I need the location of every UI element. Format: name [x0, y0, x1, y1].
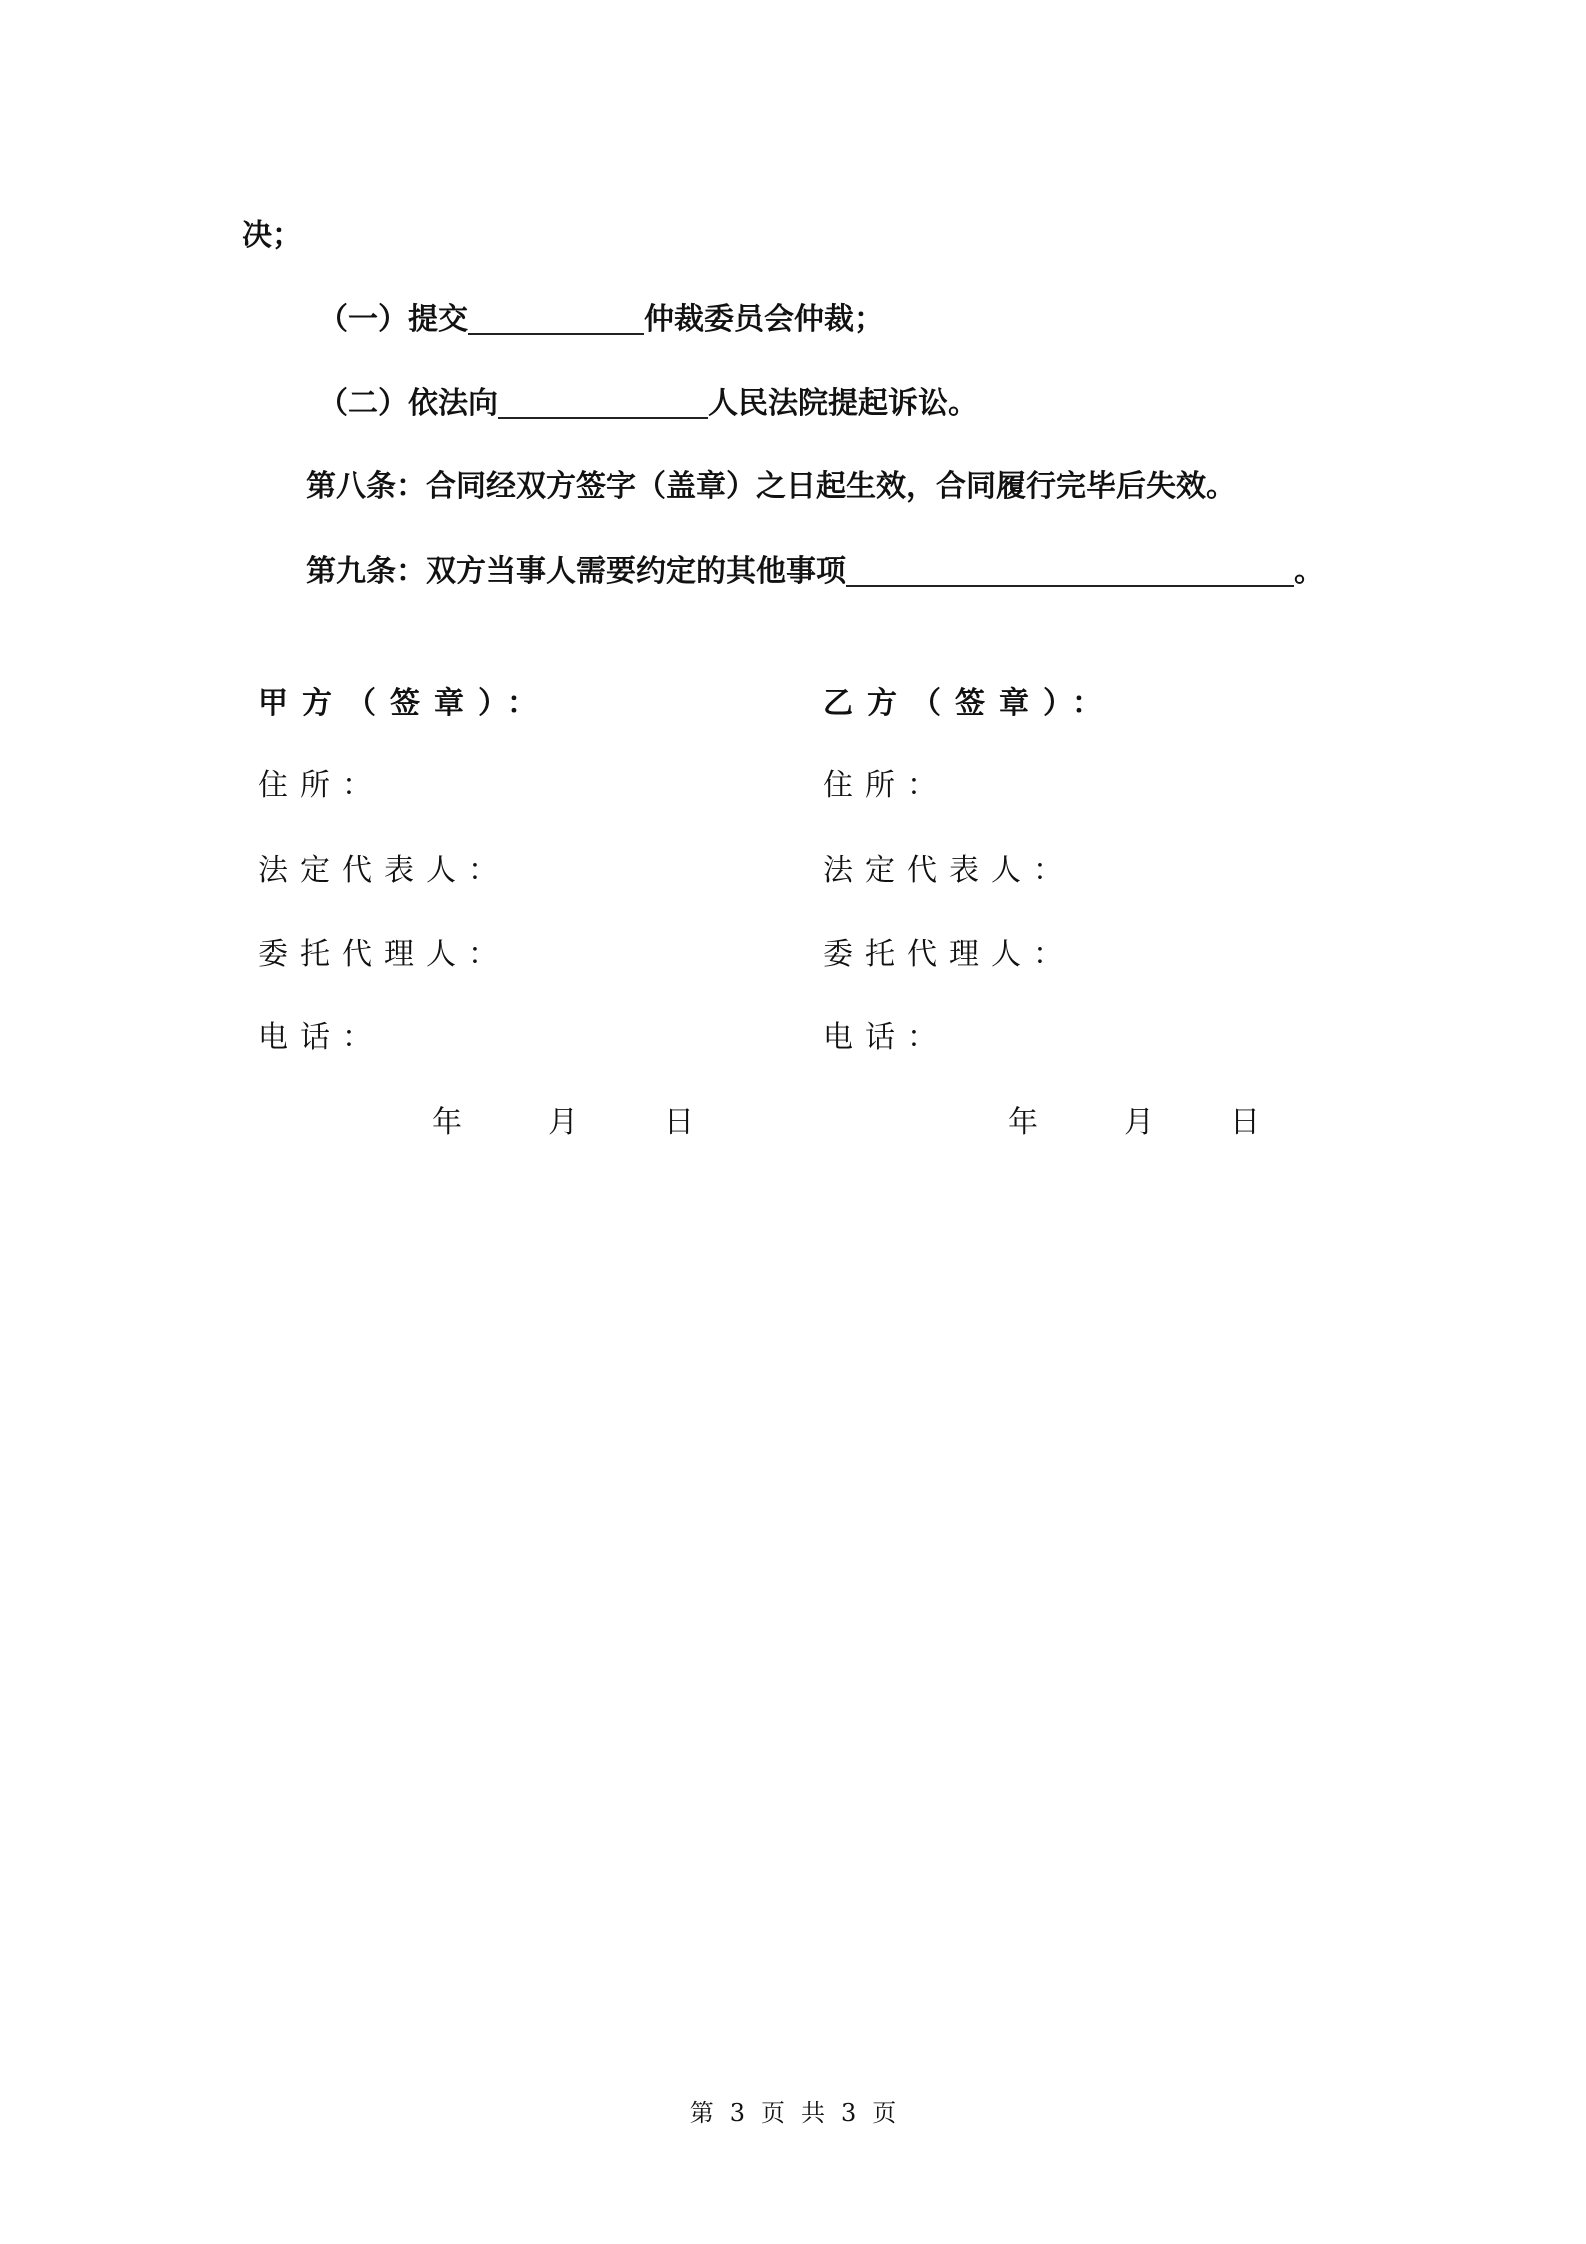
- item1-suffix: 仲裁委员会仲裁；: [644, 302, 884, 337]
- footer-gong: 共: [801, 2099, 825, 2127]
- text-line-continuation: [242, 210, 302, 254]
- other-matters-blank[interactable]: [846, 551, 1294, 587]
- footer-ye: 页: [761, 2099, 785, 2127]
- party-a-month: 月: [548, 1105, 590, 1140]
- party-b-address: 住所：: [823, 768, 949, 803]
- arbitration-committee-blank[interactable]: [468, 299, 644, 335]
- page-footer: [0, 2093, 1586, 2128]
- party-a-year: 年: [432, 1105, 474, 1140]
- party-b-day: 日: [1230, 1105, 1272, 1140]
- footer-ye2: 页: [872, 2099, 897, 2127]
- party-a-address: 住所：: [258, 768, 384, 803]
- party-b-agent: 委托代理人：: [823, 937, 1075, 972]
- party-a-day: 日: [664, 1105, 706, 1140]
- clause-item-1: [318, 294, 884, 338]
- article9-prefix: 第九条：双方当事人需要约定的其他事项: [306, 554, 846, 589]
- party-a-agent: 委托代理人：: [258, 937, 510, 972]
- party-a-phone: 电话：: [258, 1020, 384, 1055]
- party-b-phone: 电话：: [823, 1020, 949, 1055]
- item2-prefix: （二）依法向: [318, 386, 498, 421]
- item2-suffix: 人民法院提起诉讼。: [708, 386, 978, 421]
- party-a-title: 甲方（签章）：: [258, 686, 551, 721]
- footer-di: 第: [689, 2099, 714, 2127]
- party-b-year: 年: [1008, 1105, 1050, 1140]
- party-a-legal-rep: 法定代表人：: [258, 853, 510, 888]
- item1-prefix: （一）提交: [318, 302, 468, 337]
- clause-item-2: [318, 378, 978, 422]
- party-b-legal-rep: 法定代表人：: [823, 853, 1075, 888]
- article-9: [306, 546, 1324, 590]
- line1-text: 决；: [242, 218, 302, 253]
- article-8: [306, 461, 1236, 505]
- article9-suffix: 。: [1294, 554, 1324, 589]
- footer-total-pages: 3: [841, 2099, 857, 2127]
- party-b-month: 月: [1124, 1105, 1166, 1140]
- party-b-title: 乙方（签章）：: [823, 686, 1116, 721]
- article8-text: 第八条：合同经双方签字（盖章）之日起生效，合同履行完毕后失效。: [306, 469, 1236, 504]
- footer-page-number: 3: [729, 2099, 745, 2127]
- court-name-blank[interactable]: [498, 383, 708, 419]
